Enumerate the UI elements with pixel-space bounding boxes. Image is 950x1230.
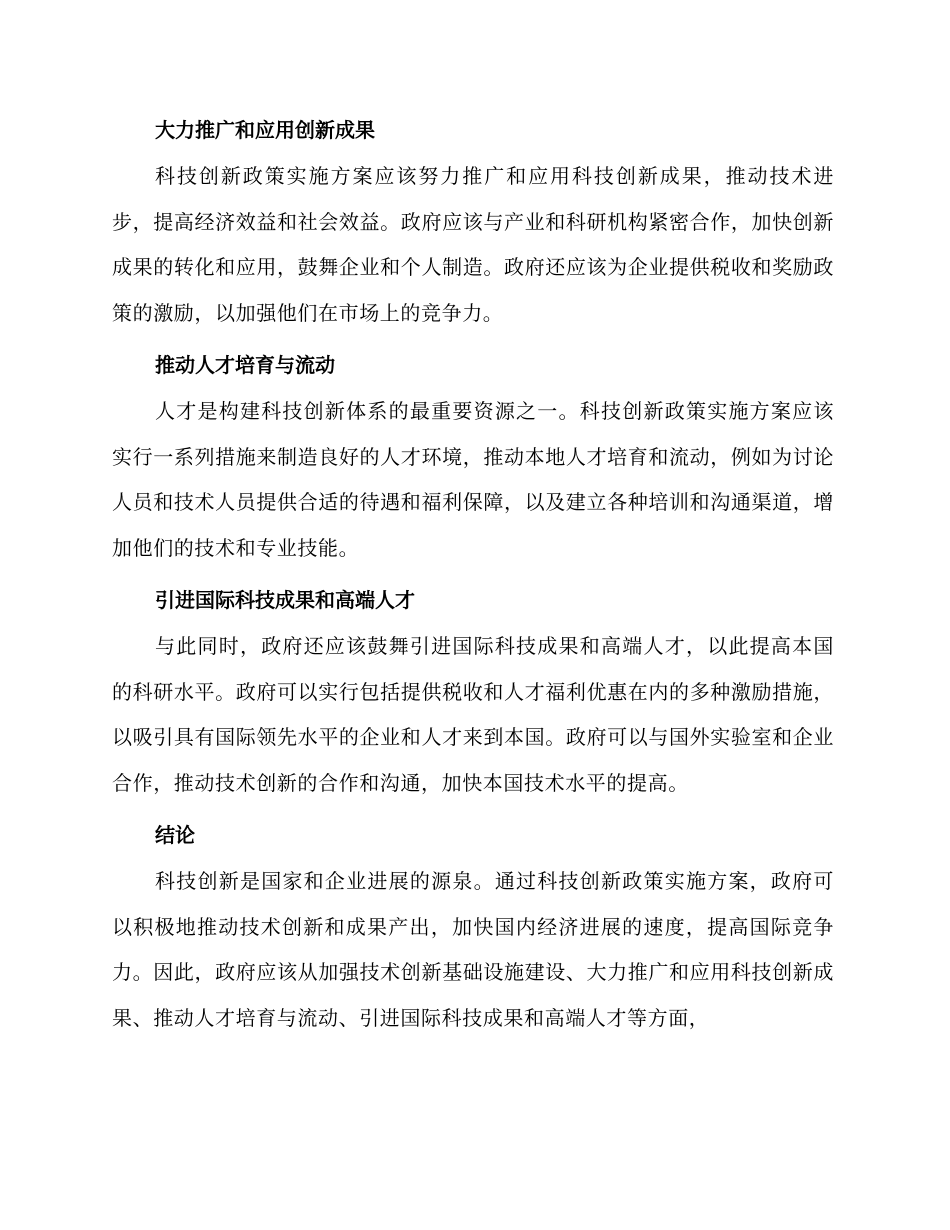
document-content	[112, 108, 834, 1048]
section-heading-talent-development: 推动人才培育与流动	[155, 353, 335, 377]
section-heading-conclusion: 结论	[155, 823, 195, 847]
section-heading-international-introduction: 引进国际科技成果和高端人才	[155, 588, 415, 612]
section-body-international-introduction: 与此同时，政府还应该鼓舞引进国际科技成果和高端人才，以此提高本国的科研水平。政府可以实行包括提供税收和人才福利优惠在内的多种激励措施，以吸引具有国际领先水平的企业和人才来到本国。政府可以与国外实验室和企业合作，推动技术创新的合作和沟通，加快本国技术水平的提高。	[112, 634, 834, 795]
section-body-conclusion: 科技创新是国家和企业进展的源泉。通过科技创新政策实施方案，政府可以积极地推动技术创新和成果产出，加快国内经济进展的速度，提高国际竞争力。因此，政府应该从加强技术创新基础设施建设、大力推广和应用科技创新成果、推动人才培育与流动、引进国际科技成果和高端人才等方面，	[112, 869, 834, 1030]
section-heading-promote-results: 大力推广和应用创新成果	[155, 118, 375, 142]
section-body-promote-results: 科技创新政策实施方案应该努力推广和应用科技创新成果，推动技术进步，提高经济效益和社会效益。政府应该与产业和科研机构紧密合作，加快创新成果的转化和应用，鼓舞企业和个人制造。政府还应该为企业提供税收和奖励政策的激励，以加强他们在市场上的竞争力。	[112, 164, 834, 325]
section-body-talent-development: 人才是构建科技创新体系的最重要资源之一。科技创新政策实施方案应该实行一系列措施来制造良好的人才环境，推动本地人才培育和流动，例如为讨论人员和技术人员提供合适的待遇和福利保障，以及建立各种培训和沟通渠道，增加他们的技术和专业技能。	[112, 399, 834, 560]
